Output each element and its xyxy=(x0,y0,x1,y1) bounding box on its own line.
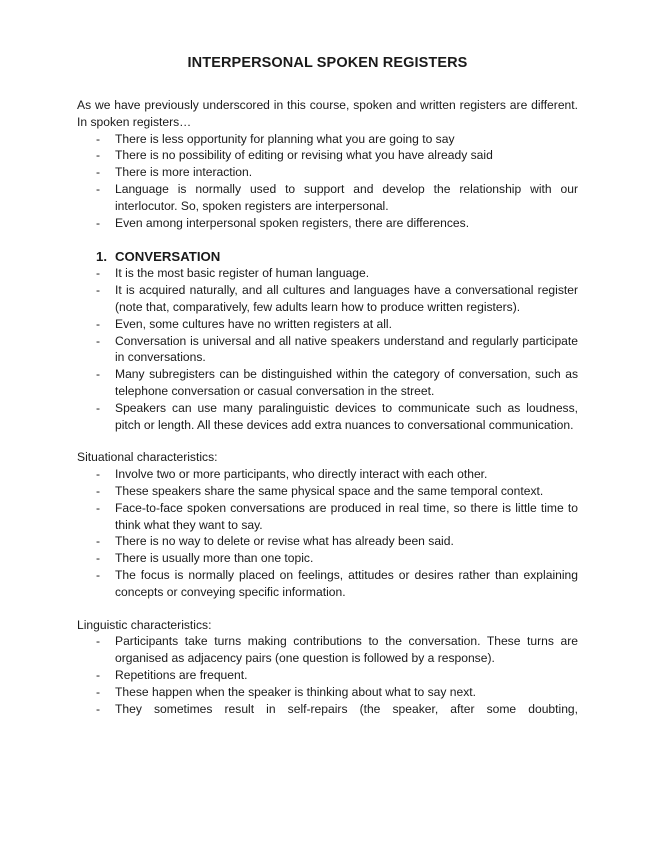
list-item: - Repetitions are frequent. xyxy=(77,667,578,684)
list-item: - There is no way to delete or revise what has already been said. xyxy=(77,533,578,550)
list-item: - It is acquired naturally, and all cultures and languages have a conversational register (note that, comparatively, few adults learn how to produce written registers). xyxy=(77,282,578,316)
list-item: - Speakers can use many paralinguistic devices to communicate such as loudness, pitch or length. All these devices add extra nuances to conversational communication. xyxy=(77,400,578,434)
section-title: CONVERSATION xyxy=(115,249,221,265)
list-item: - It is the most basic register of human language. xyxy=(77,265,578,282)
list-item: - Language is normally used to support and develop the relationship with our interlocutor. So, spoken registers are interpersonal. xyxy=(77,181,578,215)
document-body xyxy=(77,97,578,717)
list-item: - There is more interaction. xyxy=(77,164,578,181)
linguistic-list xyxy=(77,633,578,717)
list-item: - There is usually more than one topic. xyxy=(77,550,578,567)
list-item: - There is no possibility of editing or revising what you have already said xyxy=(77,147,578,164)
intro-list xyxy=(77,131,578,232)
list-item: - Face-to-face spoken conversations are produced in real time, so there is little time to think what they want to say. xyxy=(77,500,578,534)
linguistic-label: Linguistic characteristics: xyxy=(77,617,212,632)
list-item: - These happen when the speaker is thinking about what to say next. xyxy=(77,684,578,701)
page-title: INTERPERSONAL SPOKEN REGISTERS xyxy=(187,55,468,71)
situational-label: Situational characteristics: xyxy=(77,450,218,465)
list-item: - Even, some cultures have no written registers at all. xyxy=(77,316,578,333)
conversation-list xyxy=(77,265,578,433)
section-number: 1. xyxy=(96,249,107,265)
situational-list xyxy=(77,466,578,600)
list-item: - There is less opportunity for planning what you are going to say xyxy=(77,131,578,148)
list-item: - Many subregisters can be distinguished within the category of conversation, such as telephone conversation or casual conversation in the street. xyxy=(77,366,578,400)
list-item: - Involve two or more participants, who directly interact with each other. xyxy=(77,466,578,483)
section-heading-conversation xyxy=(77,248,578,265)
list-item: - Conversation is universal and all native speakers understand and regularly participate in conversations. xyxy=(77,333,578,367)
list-item: - They sometimes result in self-repairs (the speaker, after some doubting, xyxy=(77,701,578,718)
list-item: - Participants take turns making contributions to the conversation. These turns are organised as adjacency pairs (one question is followed by a response). xyxy=(77,633,578,667)
intro-paragraph: As we have previously underscored in this course, spoken and written registers are different. In spoken registers… xyxy=(77,98,578,129)
list-item: - These speakers share the same physical space and the same temporal context. xyxy=(77,483,578,500)
list-item: - Even among interpersonal spoken registers, there are differences. xyxy=(77,215,578,232)
list-item: - The focus is normally placed on feelings, attitudes or desires rather than explaining concepts or conveying specific information. xyxy=(77,567,578,601)
